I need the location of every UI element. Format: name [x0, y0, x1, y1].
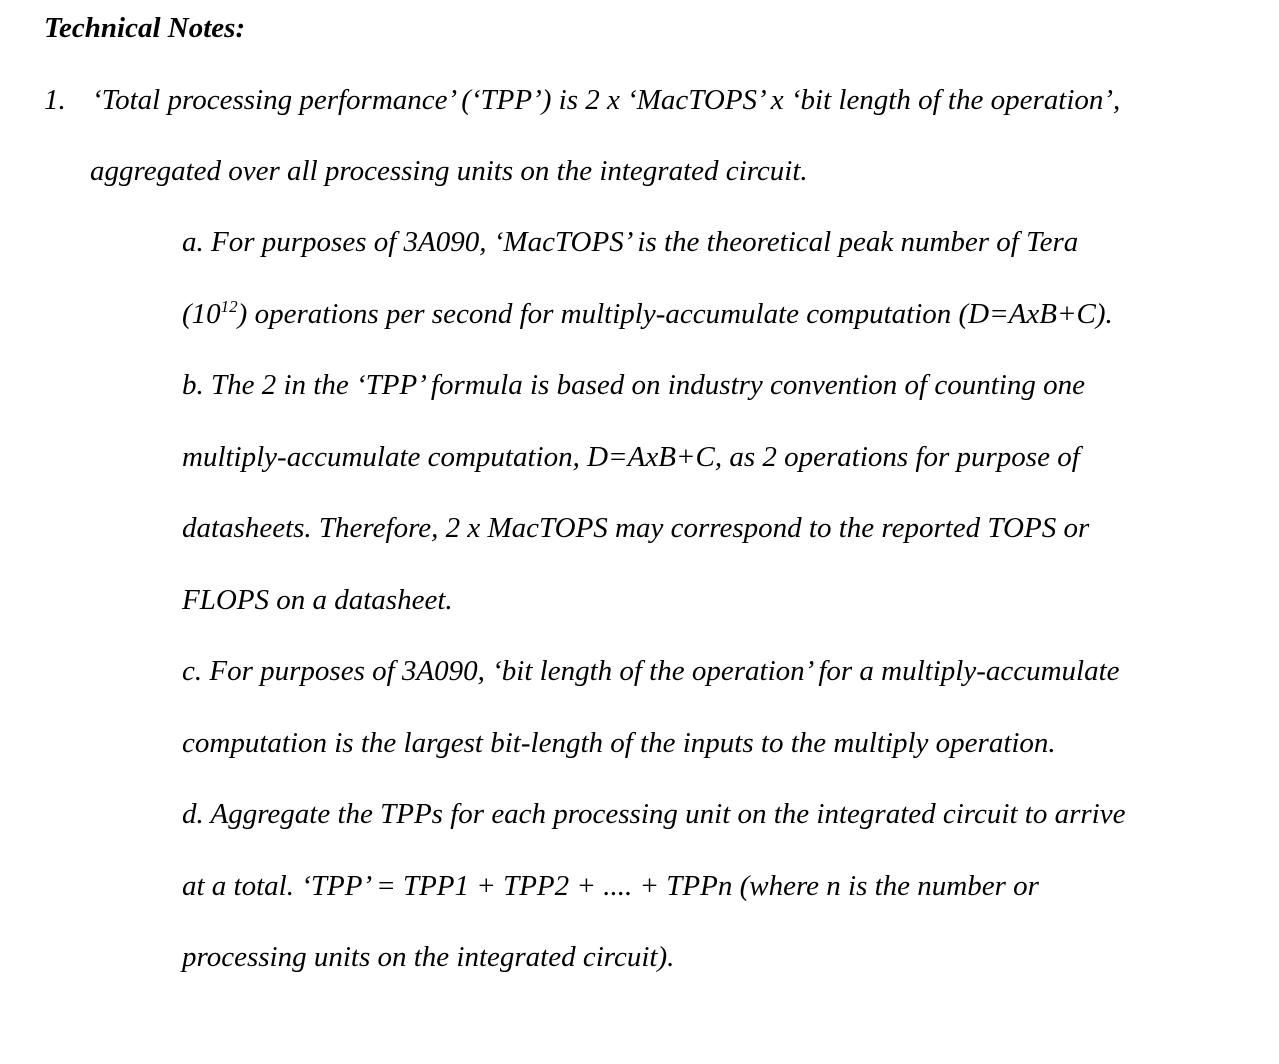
note-1-line-2: aggregated over all processing units on the integrated circuit.: [90, 155, 808, 187]
note-a-line-2: [182, 296, 1113, 332]
note-a-line-1: a. For purposes of 3A090, ‘MacTOPS’ is the theoretical peak number of Tera: [182, 226, 1079, 258]
note-a-exponent: 12: [220, 297, 238, 316]
note-d-line-2: at a total. ‘TPP’ = TPP1 + TPP2 + .... + TPPn (where n is the number or: [182, 870, 1039, 902]
page-title: Technical Notes:: [44, 12, 246, 44]
note-a-line-2-post: ) operations per second for multiply-accumulate computation (D=AxB+C).: [237, 298, 1113, 330]
note-b-line-1: b. The 2 in the ‘TPP’ formula is based on industry convention of counting one: [182, 369, 1085, 401]
note-b-line-4: FLOPS on a datasheet.: [182, 584, 453, 616]
note-c-line-2: computation is the largest bit-length of the inputs to the multiply operation.: [182, 727, 1056, 759]
note-1-number: 1.: [44, 84, 66, 116]
note-c-line-1: c. For purposes of 3A090, ‘bit length of the operation’ for a multiply-accumulate: [182, 655, 1120, 687]
note-b-line-2: multiply-accumulate computation, D=AxB+C, as 2 operations for purpose of: [182, 441, 1080, 473]
note-a-line-2-pre: (10: [182, 298, 221, 330]
note-1-line-1: ‘Total processing performance’ (‘TPP’) is 2 x ‘MacTOPS’ x ‘bit length of the operation’,: [92, 84, 1121, 116]
note-d-line-1: d. Aggregate the TPPs for each processing unit on the integrated circuit to arrive: [182, 798, 1126, 830]
note-b-line-3: datasheets. Therefore, 2 x MacTOPS may correspond to the reported TOPS or: [182, 512, 1090, 544]
note-d-line-3: processing units on the integrated circuit).: [182, 941, 675, 973]
